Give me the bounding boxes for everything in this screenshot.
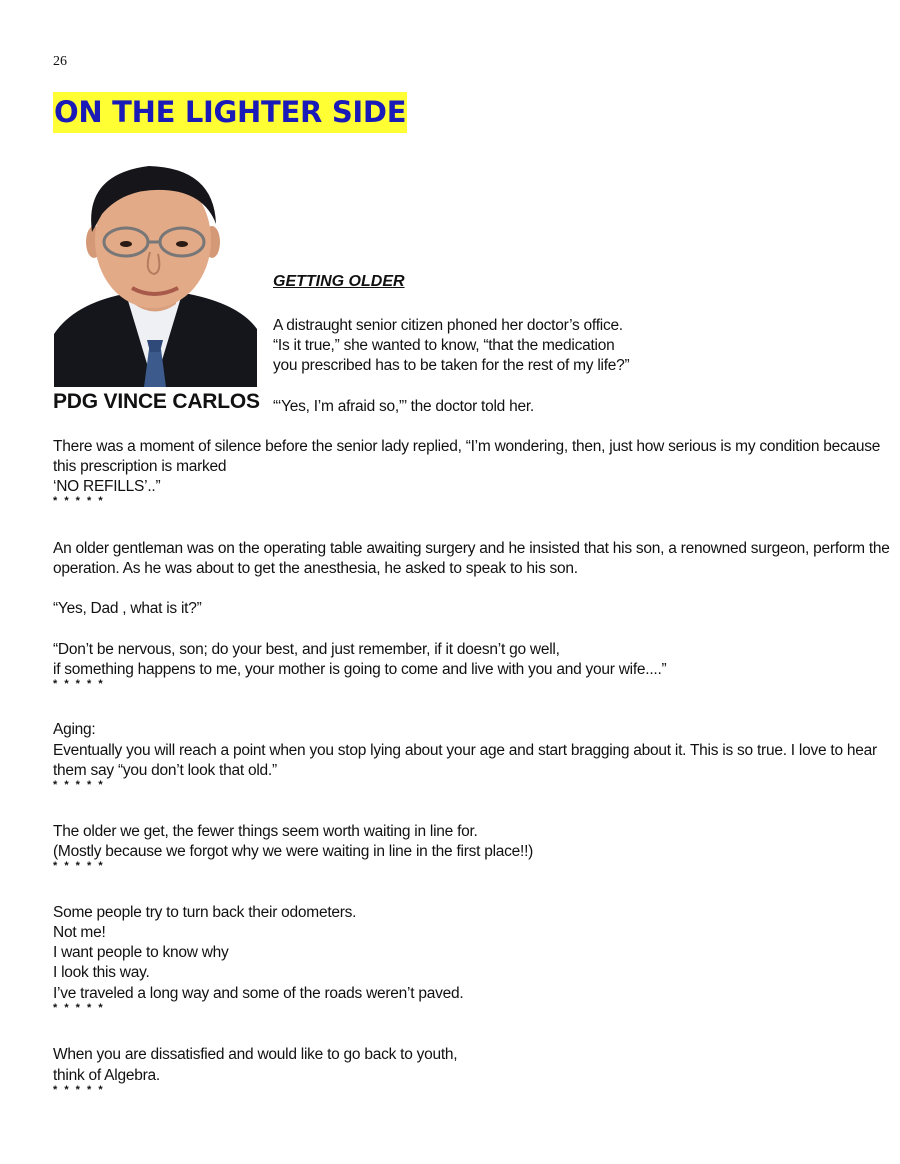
body-line: I want people to know why [53,944,229,961]
author-photo [54,154,257,387]
intro-line: “Is it true,” she wanted to know, “that the medication [273,337,615,354]
body-line: There was a moment of silence before the senior lady replied, “I’m wondering, then, just how serious is my condition because [53,438,881,455]
body-line: operation. As he was about to get the anesthesia, he asked to speak to his son. [53,560,578,577]
body-line: (Mostly because we forgot why we were waiting in line in the first place!!) [53,843,534,860]
separator: * * * * * [53,678,105,690]
intro-line: A distraught senior citizen phoned her doctor’s office. [273,317,623,334]
body-line: When you are dissatisfied and would like to go back to youth, [53,1046,458,1063]
body-line: ‘NO REFILLS’..” [53,478,161,495]
body-line: The older we get, the fewer things seem worth waiting in line for. [53,823,478,840]
body-line: I look this way. [53,964,150,981]
body-line: think of Algebra. [53,1067,160,1084]
separator: * * * * * [53,779,105,791]
body-line: this prescription is marked [53,458,227,475]
body-line: Eventually you will reach a point when you stop lying about your age and start bragging about it. This is so true. I love to hear [53,742,877,759]
body-line: Some people try to turn back their odometers. [53,904,357,921]
intro-line: you prescribed has to be taken for the rest of my life?” [273,357,630,374]
separator: * * * * * [53,1084,105,1096]
separator: * * * * * [53,1002,105,1014]
body-line: if something happens to me, your mother is going to come and live with you and your wife....” [53,661,667,678]
separator: * * * * * [53,495,105,507]
section-heading: ON THE LIGHTER SIDE [53,92,407,133]
page-number: 26 [53,54,67,69]
body-line: “Don’t be nervous, son; do your best, and just remember, if it doesn’t go well, [53,641,560,658]
author-caption: PDG VINCE CARLOS [53,390,260,413]
body-line: them say “you don’t look that old.” [53,762,277,779]
article-title: GETTING OLDER [273,273,405,290]
separator: * * * * * [53,860,105,872]
body-line: “Yes, Dad , what is it?” [53,600,202,617]
body-line: Aging: [53,721,96,738]
intro-line: “‘Yes, I’m afraid so,”’ the doctor told her. [273,398,534,415]
body-line: An older gentleman was on the operating table awaiting surgery and he insisted that his son, a renowned surgeon, perform the [53,540,890,557]
body-line: Not me! [53,924,106,941]
body-line: I’ve traveled a long way and some of the roads weren’t paved. [53,985,464,1002]
